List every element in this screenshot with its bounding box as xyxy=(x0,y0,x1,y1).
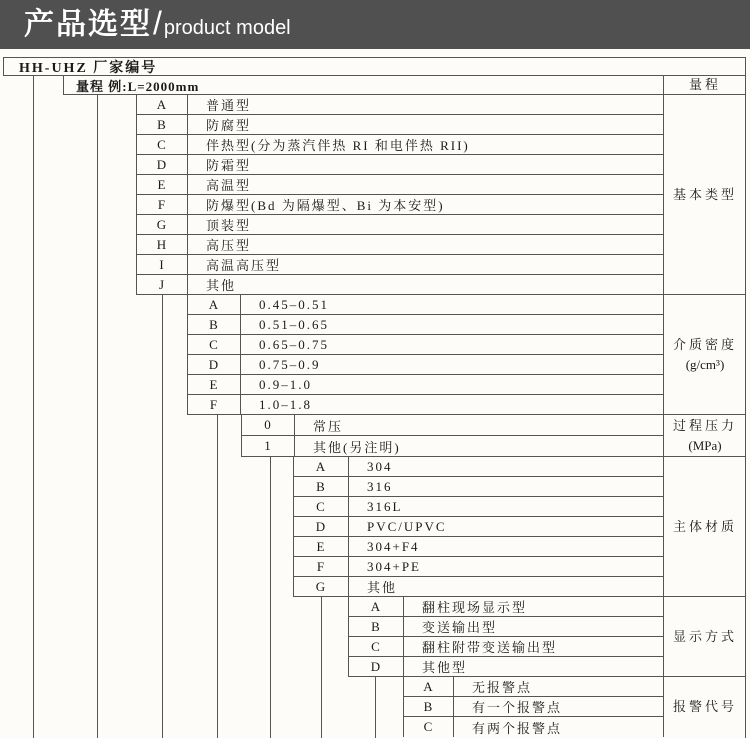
table-row xyxy=(349,597,663,617)
connector-line xyxy=(33,75,34,738)
value-cell: 高压型 xyxy=(206,238,252,253)
section-label-basic-type xyxy=(663,95,746,295)
connector-line xyxy=(270,457,271,738)
table-row xyxy=(349,657,663,677)
code-cell: C xyxy=(349,637,404,656)
title-separator: / xyxy=(153,5,162,41)
page-title-en: product model xyxy=(163,17,291,39)
code-cell: D xyxy=(137,155,188,174)
code-cell: G xyxy=(137,215,188,234)
code-cell: B xyxy=(188,315,241,334)
range-row xyxy=(63,76,663,95)
page-title-zh: 产品选型 xyxy=(24,8,152,41)
value-cell: 0.51–0.65 xyxy=(259,316,329,332)
code-cell: C xyxy=(188,335,241,354)
table-row xyxy=(294,517,663,537)
value-cell: 304+PE xyxy=(367,558,422,574)
code-cell: A xyxy=(349,597,404,616)
table-row xyxy=(188,395,663,415)
value-cell: 无报警点 xyxy=(472,680,533,695)
code-cell: E xyxy=(137,175,188,194)
code-cell: A xyxy=(188,295,241,314)
table-row xyxy=(294,537,663,557)
table-row xyxy=(349,617,663,637)
section-medium-density xyxy=(187,295,663,415)
value-cell: 其他 xyxy=(367,580,398,595)
section-label-alarm-code xyxy=(663,677,746,737)
code-cell: F xyxy=(188,395,241,414)
code-cell: E xyxy=(188,375,241,394)
code-cell: 1 xyxy=(242,436,295,456)
table-row xyxy=(137,115,663,135)
section-process-pressure xyxy=(241,415,663,457)
section-display-mode xyxy=(348,597,663,677)
code-cell: E xyxy=(294,537,349,556)
table-row xyxy=(188,295,663,315)
connector-line xyxy=(321,597,322,738)
table-row xyxy=(294,577,663,597)
section-alarm-code xyxy=(403,677,663,737)
table-row xyxy=(294,497,663,517)
code-cell: F xyxy=(137,195,188,214)
code-cell: D xyxy=(188,355,241,374)
code-cell: I xyxy=(137,255,188,274)
code-cell: G xyxy=(294,577,349,596)
table-row xyxy=(137,275,663,295)
section-label-medium-density xyxy=(663,295,746,415)
value-cell: 防爆型(Bd 为隔爆型、Bi 为本安型) xyxy=(206,198,445,213)
model-prefix-text: HH-UHZ 厂家编号 xyxy=(19,60,158,76)
table-row xyxy=(294,477,663,497)
code-cell: J xyxy=(137,275,188,294)
connector-line xyxy=(162,295,163,738)
table-row xyxy=(137,155,663,175)
value-cell: 0.45–0.51 xyxy=(259,296,329,312)
section-label-line: 显示方式 xyxy=(672,628,737,644)
table-row xyxy=(242,436,663,457)
code-cell: C xyxy=(404,717,454,737)
table-row xyxy=(137,195,663,215)
code-cell: C xyxy=(294,497,349,516)
page-title-bar xyxy=(0,0,750,49)
table-row xyxy=(294,557,663,577)
section-label-process-pressure xyxy=(663,415,746,457)
code-cell: H xyxy=(137,235,188,254)
value-cell: 防腐型 xyxy=(206,118,252,133)
section-label-line: 过程压力 xyxy=(672,417,737,433)
section-body-material xyxy=(293,457,663,597)
table-row xyxy=(404,677,663,697)
value-cell: 常压 xyxy=(313,418,344,434)
code-cell: A xyxy=(294,457,349,476)
section-label-range: 量程 xyxy=(663,75,746,95)
table-row xyxy=(137,215,663,235)
value-cell: 翻柱附带变送输出型 xyxy=(422,640,558,655)
table-row xyxy=(188,315,663,335)
value-cell: 伴热型(分为蒸汽伴热 RI 和电伴热 RII) xyxy=(206,138,470,153)
table-row xyxy=(242,415,663,436)
model-prefix-row xyxy=(3,57,746,76)
value-cell: 有两个报警点 xyxy=(472,720,563,736)
value-cell: 防霜型 xyxy=(206,158,252,173)
table-row xyxy=(137,175,663,195)
value-cell: 其他型 xyxy=(422,660,468,675)
code-cell: A xyxy=(137,95,188,114)
table-row xyxy=(404,697,663,717)
value-cell: 1.0–1.8 xyxy=(259,396,312,412)
value-cell: 其他 xyxy=(206,278,237,293)
value-cell: 其他(另注明) xyxy=(313,439,401,455)
section-label-line: 主体材质 xyxy=(672,518,737,534)
table-row xyxy=(294,457,663,477)
code-cell: B xyxy=(404,697,454,716)
value-cell: 316L xyxy=(367,498,403,514)
table-row xyxy=(188,375,663,395)
code-cell: B xyxy=(349,617,404,636)
value-cell: 高温型 xyxy=(206,178,252,193)
range-text: 量程 例:L=2000mm xyxy=(76,78,200,94)
section-label-line: (g/cm³) xyxy=(685,356,725,372)
connector-line xyxy=(375,677,376,738)
value-cell: 0.75–0.9 xyxy=(259,356,321,372)
section-basic-type xyxy=(136,95,663,295)
table-row xyxy=(137,135,663,155)
section-label-display-mode xyxy=(663,597,746,677)
table-row xyxy=(137,95,663,115)
value-cell: PVC/UPVC xyxy=(367,518,447,534)
section-label-line: 基本类型 xyxy=(672,186,737,202)
connector-line xyxy=(97,95,98,738)
code-cell: D xyxy=(349,657,404,676)
code-cell: A xyxy=(404,677,454,696)
section-label-line: 介质密度 xyxy=(672,336,737,352)
table-row xyxy=(404,717,663,737)
value-cell: 普通型 xyxy=(206,98,252,113)
code-cell: D xyxy=(294,517,349,536)
table-row xyxy=(137,255,663,275)
code-cell: F xyxy=(294,557,349,576)
connector-line xyxy=(217,415,218,738)
table-row xyxy=(188,335,663,355)
code-cell: 0 xyxy=(242,415,295,435)
table-row xyxy=(188,355,663,375)
section-label-body-material xyxy=(663,457,746,597)
table-right-border xyxy=(745,57,746,738)
value-cell: 有一个报警点 xyxy=(472,700,563,715)
code-cell: B xyxy=(137,115,188,134)
value-cell: 304+F4 xyxy=(367,538,420,554)
value-cell: 0.65–0.75 xyxy=(259,336,329,352)
section-label-line: (MPa) xyxy=(688,437,722,453)
value-cell: 翻柱现场显示型 xyxy=(422,600,528,615)
section-label-line: 报警代号 xyxy=(672,699,737,714)
value-cell: 高温高压型 xyxy=(206,258,282,273)
value-cell: 0.9–1.0 xyxy=(259,376,312,392)
value-cell: 顶装型 xyxy=(206,218,252,233)
table-row xyxy=(349,637,663,657)
table-row xyxy=(137,235,663,255)
value-cell: 304 xyxy=(367,458,393,474)
code-cell: C xyxy=(137,135,188,154)
code-cell: B xyxy=(294,477,349,496)
value-cell: 316 xyxy=(367,478,393,494)
value-cell: 变送输出型 xyxy=(422,620,498,635)
